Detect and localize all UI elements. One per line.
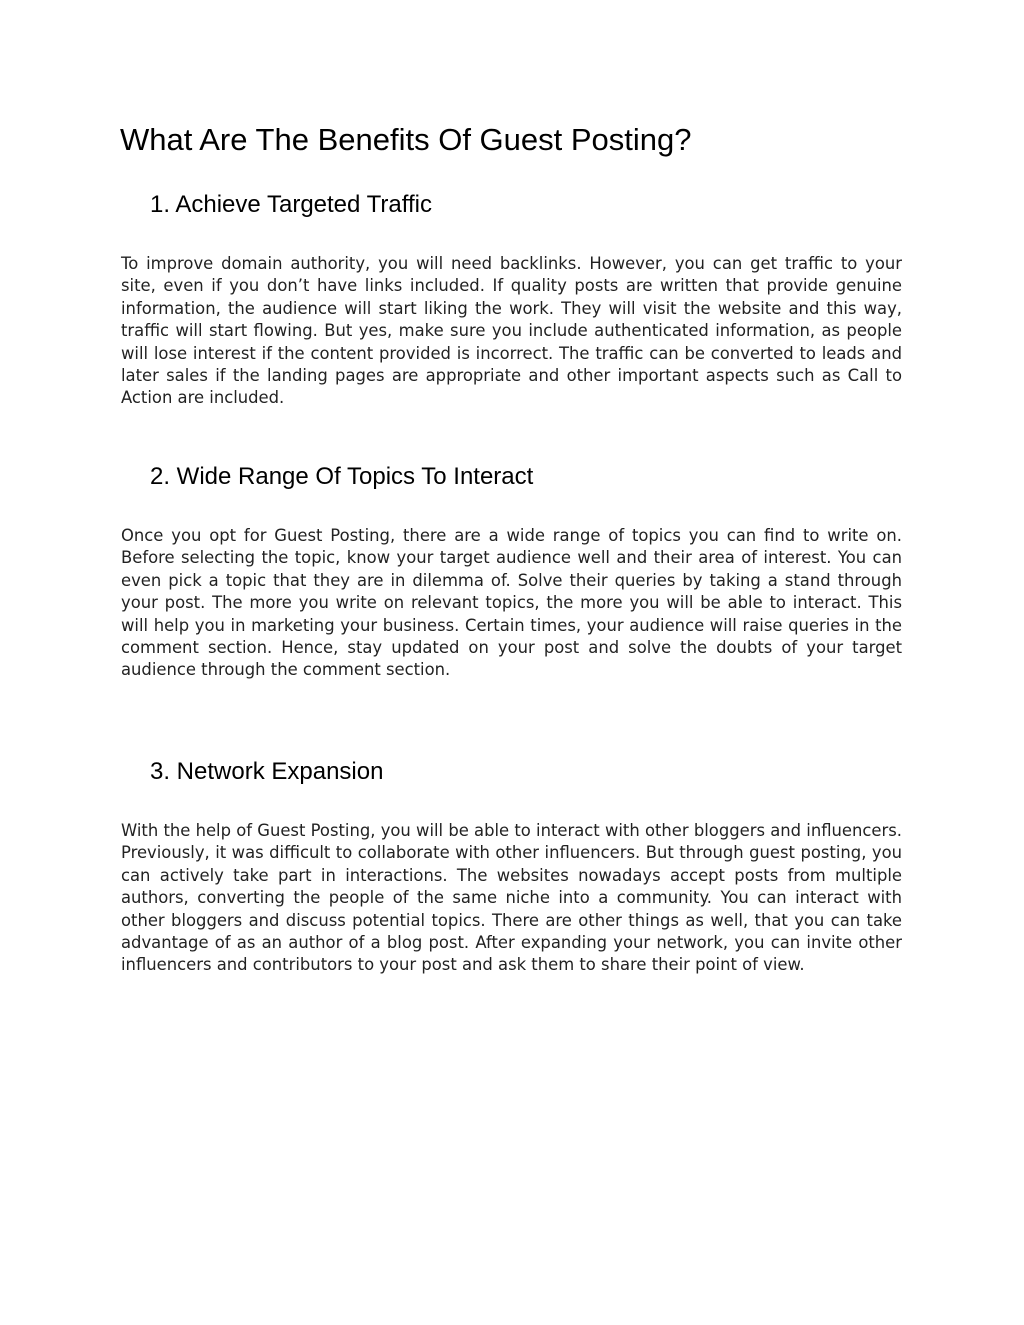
section-heading-targeted-traffic: 1. Achieve Targeted Traffic (150, 191, 432, 218)
section-heading-network-expansion: 3. Network Expansion (150, 758, 384, 785)
section-body-targeted-traffic: To improve domain authority, you will need backlinks. However, you can get traffic to your site, even if you don’t have links included. If quality posts are written that provide genuine information, the audience will start liking the work. They will visit the website and this way, traffic will start flowing. But yes, make sure you include authenticated information, as people will lose interest if the content provided is incorrect. The traffic can be converted to leads and later sales if the landing pages are appropriate and other important aspects such as Call to Action are included. (121, 254, 902, 408)
section-body-network-expansion: With the help of Guest Posting, you will be able to interact with other bloggers and influencers. Previously, it was difficult to collaborate with other influencers. But through guest posting, you can actively take part in interactions. The websites nowadays accept posts from multiple authors, converting the people of the same niche into a community. You can interact with other bloggers and discuss potential topics. There are other things as well, that you can take advantage of as an author of a blog post. After expanding your network, you can invite other influencers and contributors to your post and ask them to share their point of view. (121, 821, 902, 975)
section-heading-range-of-topics: 2. Wide Range Of Topics To Interact (150, 463, 534, 490)
section-body-range-of-topics: Once you opt for Guest Posting, there are a wide range of topics you can find to write on. Before selecting the topic, know your target audience well and their area of interest. You can even pick a topic that they are in dilemma of. Solve their queries by taking a stand through your post. The more you write on relevant topics, the more you will be able to interact. This will help you in marketing your business. Certain times, your audience will raise queries in the comment section. Hence, stay updated on your post and solve the doubts of your target audience through the comment section. (121, 526, 902, 680)
page-title: What Are The Benefits Of Guest Posting? (120, 122, 692, 157)
